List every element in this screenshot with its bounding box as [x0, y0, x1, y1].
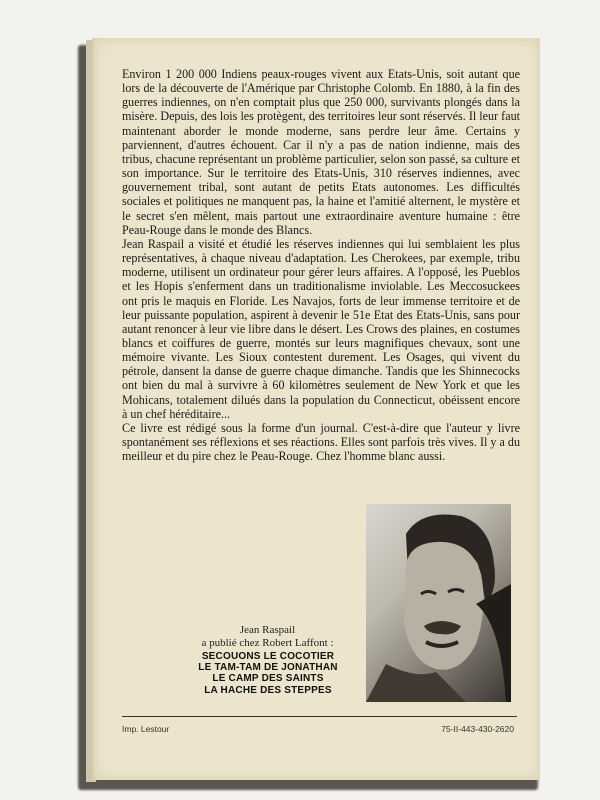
author-photo [366, 504, 511, 702]
title-item: SECOUONS LE COCOTIER [201, 651, 335, 662]
catalog-code: 75-II-443-430-2620 [441, 724, 514, 734]
title-item: LE CAMP DES SAINTS [212, 673, 324, 685]
other-titles-list [173, 651, 363, 696]
title-item: LE TAM-TAM DE JONATHAN [198, 662, 338, 674]
title-item: LA HACHE DES STEPPES [204, 684, 332, 696]
printer-imprint: Imp. Lestour [122, 724, 170, 734]
blurb-text [122, 67, 520, 463]
blurb-paragraph-3: Ce livre est rédigé sous la forme d'un journal. C'est-à-dire que l'auteur y livre spontanément ses réflexions et ses réactions. Elles sont parfois très vives. Il y a du meilleur et du pire chez le Peau-Rouge. Chez l'homme blanc aussi. [122, 420, 520, 464]
blurb-paragraph-1: Environ 1 200 000 Indiens peaux-rouges vivent aux Etats-Unis, soit autant que lors de la découverte de l'Amérique par Christophe Colomb. En 1880, à la fin des guerres indiennes, on n'en comptait plus que 250 000, survivants plongés dans la misère. Depuis, des lois les protègent, des territoires leur sont réservés. Il leur faut maintenant aborder le monde moderne, sans perdre leur âme. Certains y parviennent, d'autres échouent. Car il n'y a pas de nation indienne, mais des tribus, chacune représentant un problème particulier, selon son passé, sa culture et son importance. Sur le territoire des Etats-Unis, 310 réserves indiennes, avec gouvernement tribal, sont autant de petits Etats autonomes. Les difficultés sociales et politiques ne manquent pas, la haine et l'amitié alternent, le mystère et le secret s'en mêlent, mais partout une extraordinaire aventure humaine : être Peau-Rouge dans le monde des Blancs. [122, 67, 520, 237]
author-credit [180, 624, 355, 650]
author-portrait-icon [366, 504, 511, 702]
author-name: Jean Raspail [239, 624, 296, 636]
author-published-line: a publié chez Robert Laffont : [201, 637, 334, 649]
blurb-paragraph-2: Jean Raspail a visité et étudié les réserves indiennes qui lui semblaient les plus représentatives, à chaque niveau d'adaptation. Les Cherokees, par exemple, tribu moderne, utilisent un ordinateur pour gérer leurs affaires. A l'opposé, les Pueblos et les Hopis s'enferment dans un traditionalisme inviolable. Les Meccosuckees ont pris le maquis en Floride. Les Navajos, forts de leur immense territoire et de leur puissante population, aspirent à devenir le 51e Etat des Etats-Unis, sans pour autant renoncer à leur vie libre dans le désert. Les Crows des plaines, en costumes blancs et coiffures de guerre, montés sur leurs magnifiques chevaux, sont une mémoire vivante. Les Sioux contestent durement. Les Osages, qui vivent du pétrole, dansent la danse de guerre chaque dimanche. Tandis que les Shinnecocks ont bien du mal à survivre à 60 kilomètres seulement de New York et que les Mohicans, totalement dilués dans la population du Connecticut, obéissent encore à un chef héréditaire... [122, 236, 520, 421]
footer-divider [122, 716, 517, 717]
